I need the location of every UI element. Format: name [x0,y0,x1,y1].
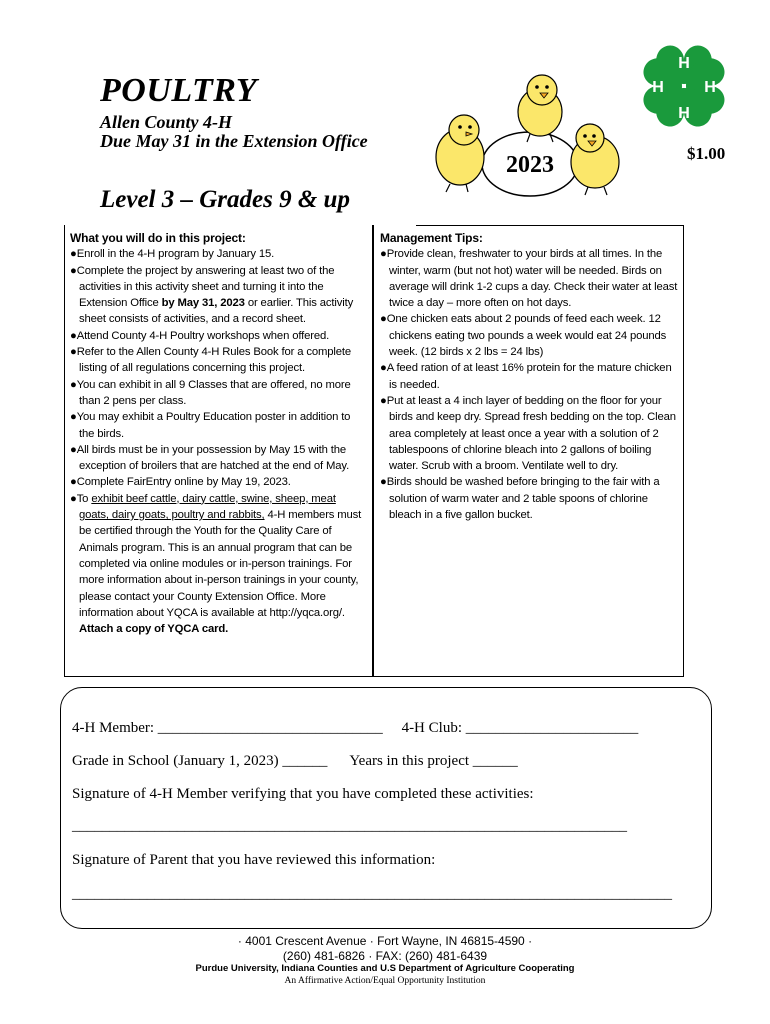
list-item: ●To exhibit beef cattle, dairy cattle, swine, sheep, meat goats, dairy goats, poultry and rabbits, 4-H members must be certified through the Youth for the Quality Care of Animals program. This is an annual program that can be completed via online modules or in-person trainings. For more information about in-person trainings in your county, please contact your County Extension Office. More information about YQCA is available at http://yqca.org/. Attach a copy of YQCA card. [70,492,362,636]
list-item: ●Provide clean, freshwater to your birds at all times. In the winter, warm (but not hot) water will be needed. Birds on average will drink 1-2 cups a day. Check their water at least twice a day – more often on hot days. [380,248,678,310]
list-item: ●All birds must be in your possession by May 15 with the exception of broilers that are hatched at the end of May. [70,443,350,473]
box-border-bottom [64,676,684,677]
chicks-illustration [420,72,640,202]
page-title: POULTRY [100,72,258,109]
parent-signature-field[interactable]: ________________________________________________________________________________ [72,886,672,902]
list-item: ●You can exhibit in all 9 Classes that are offered, no more than 2 pens per class. [70,378,351,407]
box-border-right [683,225,684,677]
grade-years-row [72,753,518,770]
member-name-field[interactable]: 4-H Member: ______________________________ [72,720,383,736]
list-item: ●Put at least a 4 inch layer of bedding on the floor for your birds and keep dry. Spread fresh bedding on the top. Clean area completely at least once a year with a solution of 2 tablespoons of chlorine bleach into 2 gallons of boiling water. Scrub with a broom. Ventilate well to dry. [380,394,676,473]
list-item: ●Attend County 4-H Poultry workshops when offered. [70,329,330,342]
list-item: ●Complete the project by answering at least two of the activities in this activity sheet and turning it into the Extension Office by May 31, 2023 or earlier. This activity sheet consists of activities, and a record sheet. [70,264,354,326]
list-item: ●A feed ration of at least 16% protein for the mature chicken is needed. [380,362,672,391]
column-divider [372,225,374,677]
years-field[interactable]: Years in this project ______ [349,753,518,769]
list-item: ●You may exhibit a Poultry Education poster in addition to the birds. [70,411,351,440]
club-name-field[interactable]: 4-H Club: _______________________ [401,720,639,736]
grade-field[interactable]: Grade in School (January 1, 2023) ______ [72,753,328,769]
footer-eoe: An Affirmative Action/Equal Opportunity Institution [284,976,486,986]
footer-address: · 4001 Crescent Avenue · Fort Wayne, IN 46815-4590 · [237,934,533,948]
list-item: ●Refer to the Allen County 4-H Rules Book for a complete listing of all regulations concerning this project. [70,346,352,375]
member-signature-label: Signature of 4-H Member verifying that you have completed these activities: [72,786,534,802]
due-date-label: Due May 31 in the Extension Office [100,131,368,151]
tips-heading: Management Tips: [380,231,483,245]
svg-text:H: H [704,79,716,96]
management-tips [380,230,678,523]
list-item: ●Birds should be washed before bringing to the fair with a solution of warm water and 2 table spoons of chlorine bleach in a five gallon bucket. [380,476,660,522]
level-heading: Level 3 – Grades 9 & up [100,186,350,213]
list-item: ●Complete FairEntry online by May 19, 2023. [70,476,291,489]
four-leaf-clover-icon [630,32,738,140]
parent-signature-label: Signature of Parent that you have reviewed this information: [72,852,436,868]
list-item: ●One chicken eats about 2 pounds of feed each week. 12 chickens eating two pounds a week would eat 24 pounds week. (12 birds x 2 lbs = 24 lbs) [380,313,667,359]
member-signature-field[interactable]: __________________________________________________________________________ [72,818,627,834]
footer-phone: (260) 481-6826 · FAX: (260) 481-6439 [282,949,488,963]
price-label: $1.00 [687,144,726,163]
box-border-top [416,225,684,226]
svg-text:H: H [652,79,664,96]
project-requirements [70,230,366,637]
year-badge: 2023 [506,152,554,178]
county-label: Allen County 4-H [100,112,233,132]
member-club-row [72,720,638,737]
box-border-left [64,225,65,677]
svg-text:H: H [678,105,690,122]
svg-text:H: H [678,55,690,72]
footer-purdue: Purdue University, Indiana Counties and U.S Department of Agriculture Cooperating [195,963,575,974]
requirements-heading: What you will do in this project: [70,231,246,245]
list-item: ●Enroll in the 4-H program by January 15. [70,248,275,261]
